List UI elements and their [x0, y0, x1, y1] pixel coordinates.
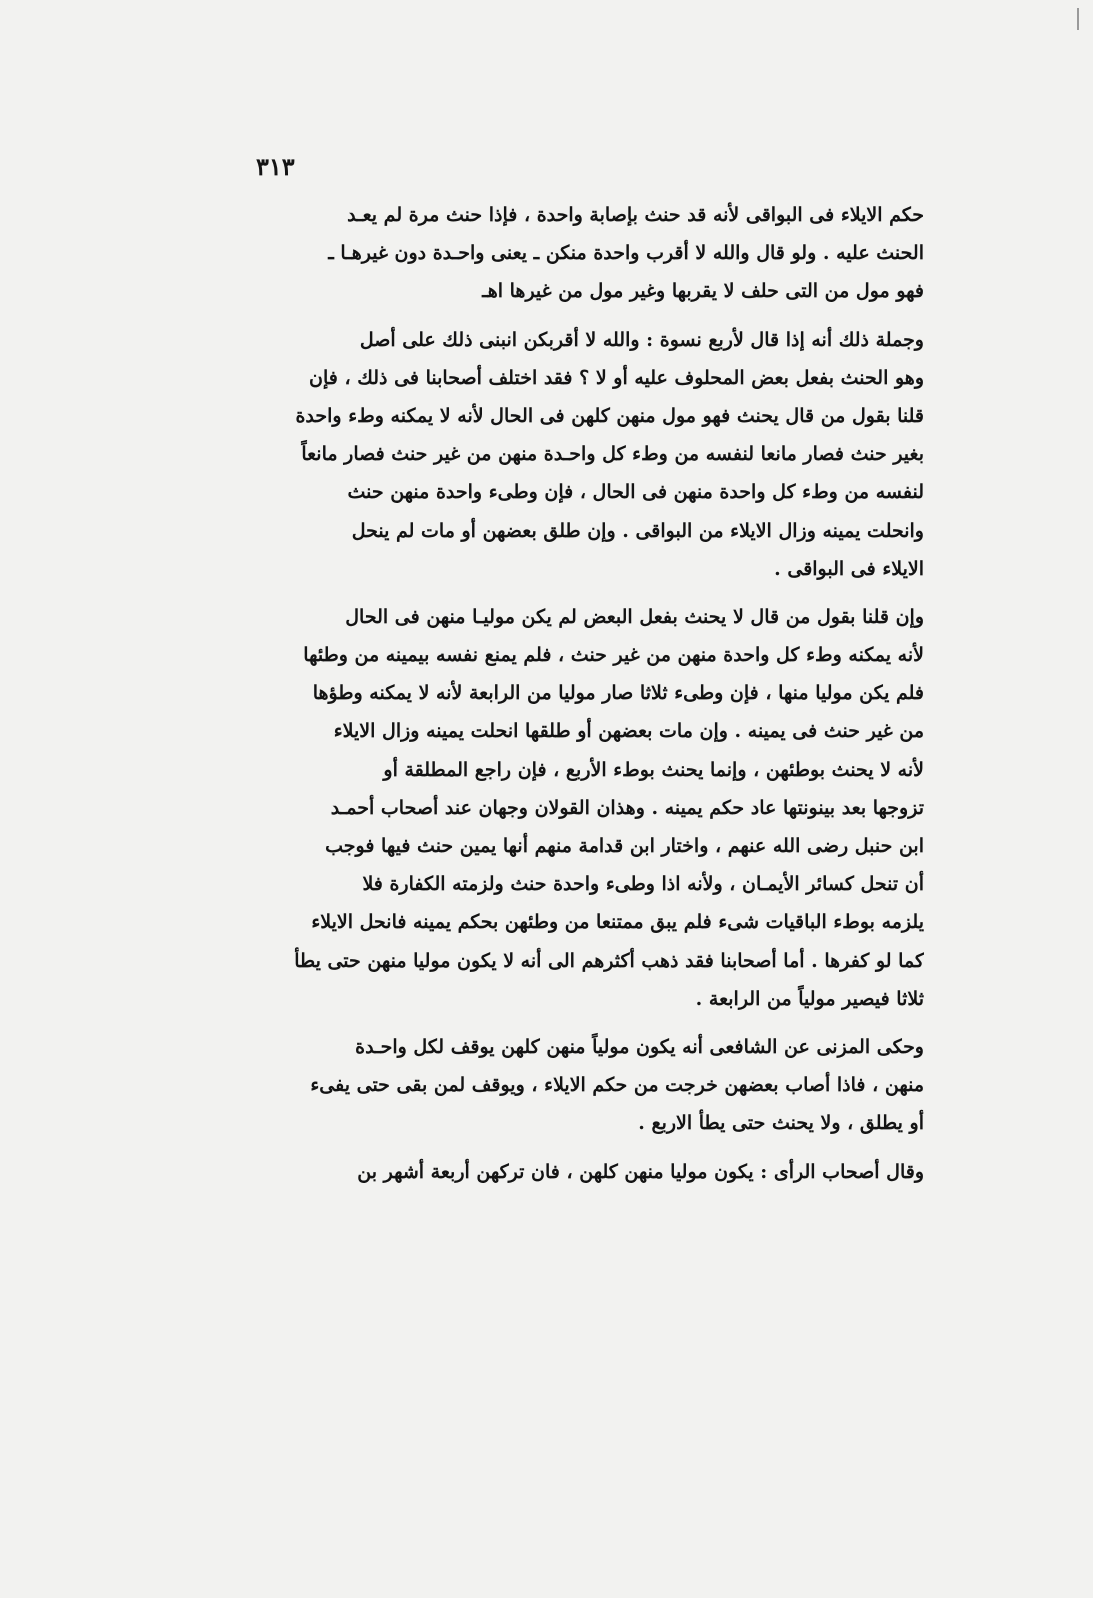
text-line: تزوجها بعد بينونتها عاد حكم يمينه . وهذان القولان وجهان عند أصحاب أحمـد [330, 796, 924, 819]
text-line: كما لو كفرها . أما أصحابنا فقد ذهب أكثرهم الى أنه لا يكون موليا منهن حتى يطأ [294, 949, 924, 972]
paragraph [212, 321, 924, 588]
page-edge-mark [1077, 8, 1079, 30]
text-line: بغير حنث فصار مانعا لنفسه من وطء كل واحـدة منهن من غير حنث فصار مانعاً [301, 443, 924, 466]
text-line: يلزمه بوطء الباقيات شىء فلم يبق ممتنعا من وطئهن بحكم يمينه فانحل الايلاء [311, 911, 924, 934]
text-line: الايلاء فى البواقى . [774, 557, 924, 580]
paragraph [212, 1028, 924, 1143]
page-number: ٣١٣ [256, 152, 295, 181]
text-line: وقال أصحاب الرأى : يكون موليا منهن كلهن ، فان تركهن أربعة أشهر بن [357, 1160, 924, 1183]
text-line: وإن قلنا بقول من قال لا يحنث بفعل البعض لم يكن موليـا منهن فى الحال [345, 605, 924, 628]
text-line: لنفسه من وطء كل واحدة منهن فى الحال ، فإن وطىء واحدة منهن حنث [347, 481, 924, 504]
text-line: الحنث عليه . ولو قال والله لا أقرب واحدة منكن ـ يعنى واحـدة دون غيرهـا ـ [328, 242, 924, 265]
text-line: ثلاثا فيصير مولياً من الرابعة . [695, 987, 924, 1010]
text-line: وهو الحنث بفعل بعض المحلوف عليه أو لا ؟ فقد اختلف أصحابنا فى ذلك ، فإن [309, 366, 924, 389]
text-line: وحكى المزنى عن الشافعى أنه يكون مولياً منهن كلهن يوقف لكل واحـدة [355, 1035, 924, 1058]
text-line: وجملة ذلك أنه إذا قال لأربع نسوة : والله لا أقربكن انبنى ذلك على أصل [359, 328, 924, 351]
text-line: فهو مول من التى حلف لا يقربها وغير مول من غيرها اهـ [482, 280, 924, 303]
text-line: أن تنحل كسائر الأيمـان ، ولأنه اذا وطىء واحدة حنث ولزمته الكفارة فلا [362, 873, 924, 896]
paragraph [212, 1153, 924, 1191]
text-line: ابن حنبل رضى الله عنهم ، واختار ابن قدامة منهم أنها يمين حنث فيها فوجب [325, 835, 924, 857]
text-line: قلنا بقول من قال يحنث فهو مول منهن كلهن فى الحال لأنه لا يمكنه وطء واحدة [295, 404, 924, 427]
text-line: أو يطلق ، ولا يحنث حتى يطأ الاربع . [638, 1112, 924, 1135]
text-line: منهن ، فاذا أصاب بعضهن خرجت من حكم الايلاء ، ويوقف لمن بقى حتى يفىء [310, 1074, 924, 1097]
text-line: لأنه لا يحنث بوطئهن ، وإنما يحنث بوطء الأربع ، فإن راجع المطلقة أو [383, 758, 924, 781]
text-line: لأنه يمكنه وطء كل واحدة منهن من غير حنث ، فلم يمنع نفسه بيمينه من وطئها [303, 644, 924, 667]
text-line: من غير حنث فى يمينه . وإن مات بعضهن أو طلقها انحلت يمينه وزال الايلاء [333, 720, 924, 743]
paragraph [212, 196, 924, 311]
text-line: فلم يكن موليا منها ، فإن وطىء ثلاثا صار موليا من الرابعة لأنه لا يمكنه وطؤها [312, 682, 924, 705]
text-line: وانحلت يمينه وزال الايلاء من البواقى . وإن طلق بعضهن أو مات لم ينحل [351, 519, 924, 542]
text-line: حكم الايلاء فى البواقى لأنه قد حنث بإصابة واحدة ، فإذا حنث مرة لم يعـد [347, 204, 924, 226]
body-text [212, 196, 924, 1191]
paragraph [212, 598, 924, 1018]
